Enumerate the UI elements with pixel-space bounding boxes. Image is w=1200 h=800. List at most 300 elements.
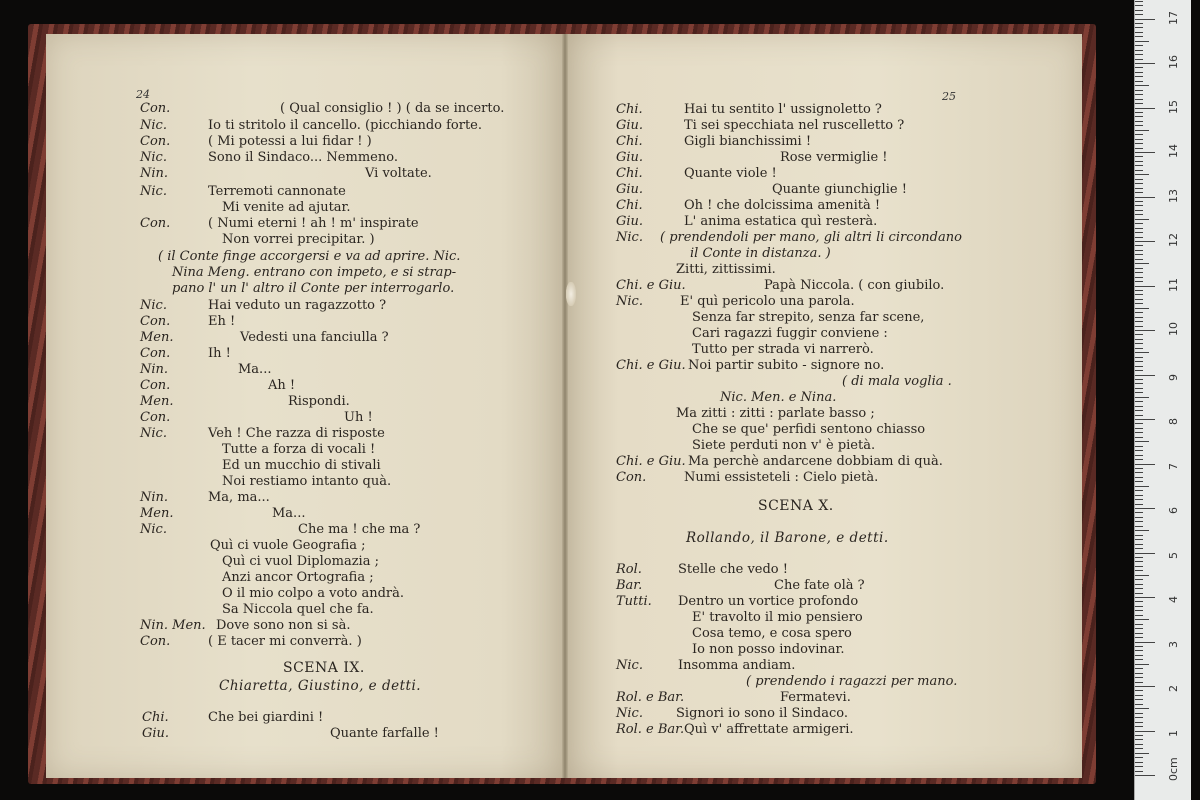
ruler-tick — [1135, 179, 1143, 180]
ruler-tick — [1135, 548, 1143, 549]
ruler-tick — [1135, 450, 1143, 451]
left-dialogue-line: Ed un mucchio di stivali — [222, 458, 381, 473]
ruler-tick — [1135, 530, 1149, 531]
ruler-tick — [1135, 99, 1143, 100]
ruler-number: 9 — [1167, 373, 1180, 381]
ruler-tick — [1135, 673, 1143, 674]
ruler-tick — [1135, 597, 1155, 598]
ruler-tick — [1135, 223, 1143, 224]
left-dialogue-speaker: Con. — [140, 134, 171, 149]
ruler-tick — [1135, 446, 1143, 447]
right-dialogue-line: ( prendendoli per mano, gli altri li circondano — [660, 230, 962, 245]
left-dialogue-speaker: Nic. — [140, 118, 167, 133]
ruler-tick — [1135, 36, 1143, 37]
ruler-tick — [1135, 553, 1155, 554]
ruler-tick — [1135, 717, 1143, 718]
ruler-tick — [1135, 557, 1143, 558]
left-dialogue-line: Vi voltate. — [365, 166, 432, 181]
left-dialogue-line: Dove sono non si sà. — [216, 618, 351, 633]
ruler-tick — [1135, 472, 1143, 473]
ruler-tick — [1135, 517, 1143, 518]
ruler-tick — [1135, 281, 1143, 282]
ruler-tick — [1135, 406, 1143, 407]
right-dialogue-line: L' anima estatica quì resterà. — [684, 214, 878, 229]
ruler-number: 14 — [1167, 144, 1180, 158]
ruler-tick — [1135, 561, 1143, 562]
left-dialogue-line: Noi restiamo intanto quà. — [222, 474, 392, 489]
right-dialogue-line: E' quì pericolo una parola. — [680, 294, 855, 309]
ruler-tick — [1135, 668, 1143, 669]
scene-ix-characters: Chiaretta, Giustino, e detti. — [219, 678, 422, 694]
binding-thread — [566, 282, 576, 306]
ruler-number: 15 — [1167, 99, 1180, 114]
right-dialogue-line: il Conte in distanza. ) — [690, 246, 831, 261]
ruler-tick — [1135, 637, 1143, 638]
ruler-tick — [1135, 610, 1143, 611]
right-dialogue-speaker: Chi. e Giu. — [616, 358, 686, 373]
ruler-tick — [1135, 690, 1143, 691]
ruler-number: 2 — [1167, 685, 1180, 692]
ruler-tick — [1135, 290, 1143, 291]
right-dialogue-speaker: Nic. — [616, 706, 643, 721]
ruler-number: 3 — [1167, 640, 1180, 648]
ruler-tick — [1135, 76, 1143, 77]
ruler-tick — [1135, 606, 1143, 607]
right-dialogue-line: Dentro un vortice profondo — [678, 594, 859, 609]
ruler-tick — [1135, 152, 1155, 153]
ruler-tick — [1135, 579, 1143, 580]
ruler-tick — [1135, 615, 1143, 616]
ruler-tick — [1135, 201, 1143, 202]
ruler-tick — [1135, 156, 1143, 157]
ruler-tick — [1135, 10, 1143, 11]
ruler-tick — [1135, 699, 1143, 700]
right-dialogue-speaker: Chi. — [616, 198, 643, 213]
ruler-tick — [1135, 139, 1143, 140]
ruler-tick — [1135, 321, 1143, 322]
left-dialogue-line: Non vorrei precipitar. ) — [222, 232, 375, 247]
ruler-tick — [1135, 183, 1143, 184]
right-dialogue-speaker: Giu. — [616, 182, 644, 197]
ruler-tick — [1135, 388, 1143, 389]
measuring-ruler — [1134, 0, 1191, 800]
right-dialogue-speaker: Giu. — [616, 150, 644, 165]
right-dialogue-speaker: Tutti. — [616, 594, 652, 609]
left-dialogue-line: Hai veduto un ragazzotto ? — [208, 298, 387, 313]
ruler-tick — [1135, 268, 1143, 269]
ruler-tick — [1135, 437, 1143, 438]
ruler-tick — [1135, 130, 1149, 131]
ruler-tick — [1135, 521, 1143, 522]
left-dialogue-line: O il mio colpo a voto andrà. — [222, 586, 405, 601]
ruler-tick — [1135, 575, 1149, 576]
left-dialogue-speaker: Nic. — [140, 298, 167, 313]
ruler-tick — [1135, 294, 1143, 295]
ruler-tick — [1135, 481, 1143, 482]
ruler-tick — [1135, 23, 1143, 24]
ruler-tick — [1135, 116, 1143, 117]
ruler-tick — [1135, 174, 1149, 175]
scene-ix-title: SCENA IX. — [283, 660, 365, 676]
ruler-tick — [1135, 334, 1143, 335]
right-dialogue-line: E' travolto il mio pensiero — [692, 610, 863, 625]
ruler-tick — [1135, 121, 1143, 122]
ruler-number: 17 — [1167, 10, 1180, 25]
ruler-tick — [1135, 134, 1143, 135]
ruler-tick — [1135, 504, 1143, 505]
ruler-tick — [1135, 27, 1143, 28]
ruler-tick — [1135, 90, 1143, 91]
ruler-tick — [1135, 762, 1143, 763]
right-dialogue-speaker: Chi. e Giu. — [616, 454, 686, 469]
ruler-tick — [1135, 63, 1155, 64]
ruler-tick — [1135, 1, 1143, 2]
ruler-tick — [1135, 468, 1143, 469]
left-dialogue-line: Io ti stritolo il cancello. (picchiando forte. — [208, 118, 482, 133]
left-dialogue-line: ( il Conte finge accorgersi e va ad aprire. Nic. — [158, 249, 461, 264]
left-dialogue-line: Ah ! — [268, 378, 296, 393]
right-dialogue-line: Insomma andiam. — [678, 658, 796, 673]
right-dialogue-line: ( di mala voglia . — [842, 374, 952, 389]
ruler-tick — [1135, 303, 1143, 304]
ruler-tick — [1135, 263, 1149, 264]
ruler-tick — [1135, 655, 1143, 656]
left-dialogue-line: ( Mi potessi a lui fidar ! ) — [208, 134, 372, 149]
ruler-number: 8 — [1167, 418, 1180, 425]
ruler-number: 6 — [1167, 507, 1180, 514]
ruler-tick — [1135, 757, 1143, 758]
ruler-tick — [1135, 125, 1143, 126]
ruler-tick — [1135, 619, 1149, 620]
left-dialogue-line: Nina Meng. entrano con impeto, e si strap- — [172, 265, 457, 280]
right-dialogue-line: Quì v' affrettate armigeri. — [684, 722, 854, 737]
ruler-tick — [1135, 410, 1143, 411]
ruler-tick — [1135, 739, 1143, 740]
left-dialogue-line: Tutte a forza di vocali ! — [222, 442, 376, 457]
ruler-tick — [1135, 428, 1143, 429]
scene-x-title: SCENA X. — [758, 498, 834, 514]
ruler-tick — [1135, 308, 1149, 309]
left-dialogue-line: Che bei giardini ! — [208, 710, 324, 725]
ruler-tick — [1135, 352, 1149, 353]
left-dialogue-speaker: Con. — [140, 378, 171, 393]
ruler-tick — [1135, 312, 1143, 313]
left-dialogue-line: Sono il Sindaco... Nemmeno. — [208, 150, 398, 165]
ruler-tick — [1135, 237, 1143, 238]
right-dialogue-line: Stelle che vedo ! — [678, 562, 788, 577]
ruler-tick — [1135, 210, 1143, 211]
right-dialogue-line: Hai tu sentito l' ussignoletto ? — [684, 102, 882, 117]
ruler-tick — [1135, 32, 1143, 33]
left-dialogue-line: Ih ! — [208, 346, 231, 361]
ruler-tick — [1135, 348, 1143, 349]
ruler-tick — [1135, 584, 1143, 585]
ruler-tick — [1135, 232, 1143, 233]
left-dialogue-speaker: Nin. — [140, 490, 169, 505]
ruler-tick — [1135, 682, 1143, 683]
ruler-tick — [1135, 744, 1143, 745]
ruler-tick — [1135, 735, 1143, 736]
left-dialogue-line: Ma, ma... — [208, 490, 270, 505]
ruler-tick — [1135, 650, 1143, 651]
ruler-tick — [1135, 628, 1143, 629]
right-dialogue-speaker: Giu. — [616, 214, 644, 229]
ruler-tick — [1135, 704, 1143, 705]
ruler-tick — [1135, 14, 1143, 15]
left-dialogue-speaker: Nin. Men. — [140, 618, 206, 633]
right-dialogue-line: Io non posso indovinar. — [692, 642, 845, 657]
ruler-tick — [1135, 713, 1143, 714]
right-dialogue-speaker: Con. — [616, 470, 647, 485]
ruler-tick — [1135, 633, 1143, 634]
ruler-tick — [1135, 771, 1143, 772]
left-dialogue-line: ( E tacer mi converrà. ) — [208, 634, 362, 649]
right-dialogue-speaker: Rol. e Bar. — [616, 690, 685, 705]
ruler-tick — [1135, 570, 1143, 571]
ruler-tick — [1135, 54, 1143, 55]
ruler-tick — [1135, 170, 1143, 171]
ruler-tick — [1135, 72, 1143, 73]
left-dialogue-line: Veh ! Che razza di risposte — [208, 426, 385, 441]
right-dialogue-speaker: Chi. — [616, 166, 643, 181]
right-dialogue-line: Ma zitti : zitti : parlate basso ; — [676, 406, 875, 421]
ruler-tick — [1135, 544, 1143, 545]
ruler-number: 7 — [1167, 462, 1180, 470]
ruler-tick — [1135, 108, 1155, 109]
ruler-tick — [1135, 775, 1155, 776]
left-dialogue-line: Quì ci vuol Diplomazia ; — [222, 554, 379, 569]
left-dialogue-speaker: Nic. — [140, 150, 167, 165]
left-dialogue-speaker: Con. — [140, 101, 171, 116]
right-dialogue-speaker: Chi. — [616, 134, 643, 149]
ruler-number: 4 — [1167, 596, 1180, 603]
left-dialogue-speaker: Nic. — [140, 426, 167, 441]
ruler-tick — [1135, 19, 1155, 20]
ruler-tick — [1135, 512, 1143, 513]
ruler-tick — [1135, 686, 1155, 687]
ruler-tick — [1135, 161, 1143, 162]
right-dialogue-line: Quante viole ! — [684, 166, 777, 181]
ruler-tick — [1135, 228, 1143, 229]
book-gutter — [562, 34, 568, 778]
right-dialogue-speaker: Chi. e Giu. — [616, 278, 686, 293]
left-dialogue-line: Ma... — [272, 506, 306, 521]
right-dialogue-line: Zitti, zittissimi. — [676, 262, 776, 277]
ruler-tick — [1135, 299, 1143, 300]
ruler-tick — [1135, 624, 1143, 625]
ruler-tick — [1135, 415, 1143, 416]
ruler-tick — [1135, 254, 1143, 255]
ruler-tick — [1135, 401, 1143, 402]
ruler-tick — [1135, 695, 1143, 696]
right-dialogue-speaker: Chi. — [616, 102, 643, 117]
left-dialogue-speaker: Giu. — [142, 726, 170, 741]
ruler-tick — [1135, 259, 1143, 260]
ruler-number: 12 — [1167, 233, 1180, 247]
ruler-tick — [1135, 81, 1143, 82]
ruler-tick — [1135, 277, 1143, 278]
left-dialogue-line: pano l' un l' altro il Conte per interrogarlo. — [172, 281, 455, 296]
ruler-tick — [1135, 642, 1155, 643]
left-page-number: 24 — [136, 88, 150, 101]
left-dialogue-speaker: Con. — [140, 634, 171, 649]
ruler-tick — [1135, 379, 1143, 380]
ruler-tick — [1135, 343, 1143, 344]
right-dialogue-line: Gigli bianchissimi ! — [684, 134, 812, 149]
left-dialogue-speaker: Nic. — [140, 522, 167, 537]
ruler-tick — [1135, 250, 1143, 251]
left-dialogue-line: ( Numi eterni ! ah ! m' inspirate — [208, 216, 419, 231]
left-dialogue-speaker: Con. — [140, 216, 171, 231]
ruler-tick — [1135, 726, 1143, 727]
right-dialogue-line: Fermatevi. — [780, 690, 851, 705]
ruler-tick — [1135, 677, 1143, 678]
ruler-tick — [1135, 566, 1143, 567]
ruler-tick — [1135, 317, 1143, 318]
ruler-tick — [1135, 272, 1143, 273]
ruler-tick — [1135, 495, 1143, 496]
ruler-tick — [1135, 366, 1143, 367]
ruler-number: 5 — [1167, 551, 1180, 559]
left-dialogue-line: Terremoti cannonate — [208, 184, 346, 199]
ruler-tick — [1135, 361, 1143, 362]
ruler-tick — [1135, 601, 1143, 602]
left-dialogue-line: Quante farfalle ! — [330, 726, 439, 741]
right-dialogue-line: Signori io sono il Sindaco. — [676, 706, 849, 721]
ruler-tick — [1135, 67, 1143, 68]
right-dialogue-speaker: Bar. — [616, 578, 643, 593]
ruler-tick — [1135, 539, 1143, 540]
left-dialogue-speaker: Con. — [140, 410, 171, 425]
ruler-tick — [1135, 197, 1155, 198]
right-dialogue-line: Ma perchè andarcene dobbiam di quà. — [688, 454, 943, 469]
left-dialogue-line: Ma... — [238, 362, 272, 377]
left-dialogue-speaker: Men. — [140, 506, 174, 521]
right-dialogue-line: Quante giunchiglie ! — [772, 182, 907, 197]
ruler-tick — [1135, 419, 1155, 420]
ruler-tick — [1135, 112, 1143, 113]
ruler-tick — [1135, 383, 1143, 384]
left-dialogue-line: Anzi ancor Ortografia ; — [222, 570, 374, 585]
ruler-tick — [1135, 375, 1155, 376]
right-dialogue-line: Che se que' perfidi sentono chiasso — [692, 422, 926, 437]
ruler-tick — [1135, 330, 1155, 331]
ruler-tick — [1135, 5, 1143, 6]
right-dialogue-line: Ti sei specchiata nel ruscelletto ? — [684, 118, 905, 133]
ruler-tick — [1135, 646, 1143, 647]
left-dialogue-line: Sa Niccola quel che fa. — [222, 602, 374, 617]
ruler-tick — [1135, 192, 1143, 193]
ruler-tick — [1135, 188, 1143, 189]
ruler-tick — [1135, 50, 1143, 51]
ruler-tick — [1135, 423, 1143, 424]
left-dialogue-line: Rispondi. — [288, 394, 350, 409]
ruler-tick — [1135, 766, 1143, 767]
left-dialogue-speaker: Con. — [140, 346, 171, 361]
ruler-tick — [1135, 432, 1143, 433]
ruler-tick — [1135, 441, 1149, 442]
ruler-tick — [1135, 464, 1155, 465]
right-dialogue-line: Cosa temo, e cosa spero — [692, 626, 852, 641]
right-dialogue-line: Che fate olà ? — [774, 578, 865, 593]
ruler-tick — [1135, 41, 1149, 42]
right-dialogue-line: Tutto per strada vi narrerò. — [692, 342, 874, 357]
right-dialogue-line: Rose vermiglie ! — [780, 150, 888, 165]
ruler-tick — [1135, 143, 1143, 144]
right-dialogue-line: Papà Niccola. ( con giubilo. — [764, 278, 945, 293]
left-dialogue-line: Mi venite ad ajutar. — [222, 200, 351, 215]
ruler-tick — [1135, 659, 1143, 660]
ruler-tick — [1135, 94, 1143, 95]
left-dialogue-speaker: Nin. — [140, 362, 169, 377]
ruler-tick — [1135, 731, 1155, 732]
ruler-tick — [1135, 392, 1143, 393]
ruler-tick — [1135, 459, 1143, 460]
right-dialogue-line: Noi partir subito - signore no. — [688, 358, 885, 373]
left-dialogue-line: Quì ci vuole Geografia ; — [210, 538, 366, 553]
ruler-tick — [1135, 45, 1143, 46]
ruler-tick — [1135, 535, 1143, 536]
ruler-tick — [1135, 588, 1143, 589]
ruler-tick — [1135, 205, 1143, 206]
scene-x-characters: Rollando, il Barone, e detti. — [686, 530, 889, 546]
ruler-tick — [1135, 85, 1149, 86]
right-dialogue-line: Nic. Men. e Nina. — [720, 390, 837, 405]
right-dialogue-line: ( prendendo i ragazzi per mano. — [746, 674, 958, 689]
ruler-tick — [1135, 455, 1143, 456]
right-dialogue-line: Cari ragazzi fuggir conviene : — [692, 326, 888, 341]
ruler-number: 1 — [1167, 729, 1180, 737]
ruler-tick — [1135, 370, 1143, 371]
right-dialogue-line: Numi essisteteli : Cielo pietà. — [684, 470, 879, 485]
ruler-tick — [1135, 490, 1143, 491]
right-dialogue-speaker: Giu. — [616, 118, 644, 133]
ruler-number: 11 — [1167, 277, 1180, 292]
right-page-number: 25 — [942, 90, 956, 103]
left-dialogue-speaker: Con. — [140, 314, 171, 329]
ruler-tick — [1135, 339, 1143, 340]
left-dialogue-speaker: Nin. — [140, 166, 169, 181]
ruler-tick — [1135, 326, 1143, 327]
ruler-number: 16 — [1167, 55, 1180, 69]
left-dialogue-line: ( Qual consiglio ! ) ( da se incerto. — [280, 101, 505, 116]
ruler-tick — [1135, 214, 1143, 215]
ruler-tick — [1135, 526, 1143, 527]
ruler-tick — [1135, 664, 1149, 665]
left-dialogue-line: Che ma ! che ma ? — [298, 522, 421, 537]
ruler-tick — [1135, 722, 1143, 723]
ruler-tick — [1135, 286, 1155, 287]
ruler-tick — [1135, 103, 1143, 104]
ruler-tick — [1135, 508, 1155, 509]
ruler-tick — [1135, 708, 1149, 709]
right-dialogue-speaker: Rol. e Bar. — [616, 722, 685, 737]
left-dialogue-speaker: Men. — [140, 330, 174, 345]
right-dialogue-line: Senza far strepito, senza far scene, — [692, 310, 925, 325]
ruler-number: 10 — [1167, 322, 1180, 336]
ruler-tick — [1135, 219, 1149, 220]
ruler-number: 0cm — [1167, 757, 1180, 781]
left-dialogue-speaker: Chi. — [142, 710, 169, 725]
ruler-tick — [1135, 148, 1143, 149]
ruler-tick — [1135, 477, 1143, 478]
ruler-tick — [1135, 593, 1143, 594]
left-dialogue-speaker: Nic. — [140, 184, 167, 199]
ruler-tick — [1135, 357, 1143, 358]
left-dialogue-speaker: Men. — [140, 394, 174, 409]
ruler-number: 13 — [1167, 188, 1180, 203]
ruler-tick — [1135, 397, 1149, 398]
